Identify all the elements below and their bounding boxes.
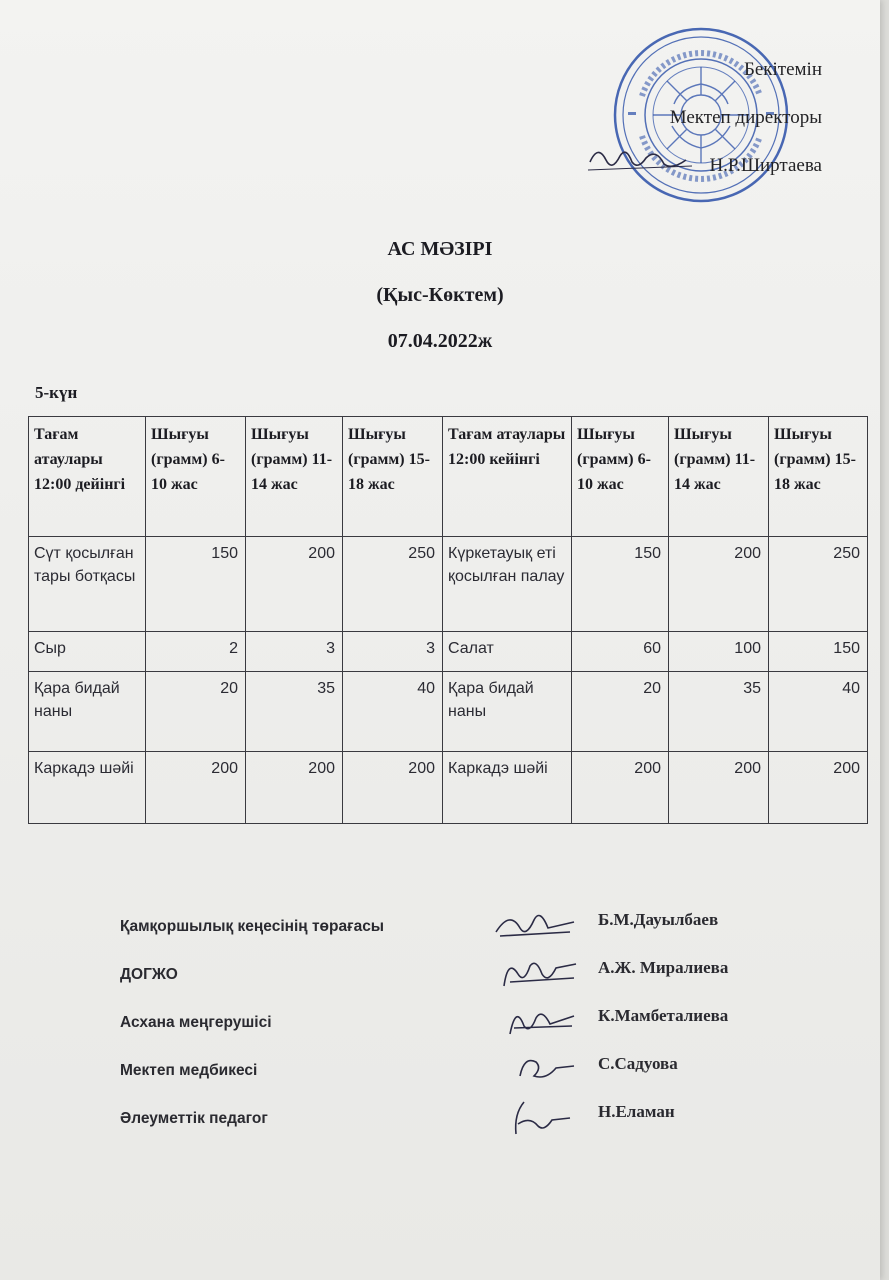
table-cell: Күркетауық еті қосылған палау xyxy=(443,537,572,632)
table-cell: 200 xyxy=(146,752,246,824)
table-cell: 2 xyxy=(146,632,246,672)
table-cell: 40 xyxy=(343,672,443,752)
signer-name: Н.Еламан xyxy=(598,1102,675,1121)
table-cell: Сүт қосылған тары ботқасы xyxy=(29,537,146,632)
table-cell: 3 xyxy=(343,632,443,672)
table-cell: 150 xyxy=(769,632,868,672)
table-cell: 3 xyxy=(246,632,343,672)
table-header-cell: Шығуы (грамм) 15-18 жас xyxy=(343,417,443,537)
table-cell: 20 xyxy=(572,672,669,752)
approval-block xyxy=(670,46,822,190)
table-cell: 150 xyxy=(146,537,246,632)
menu-season: (Қыс-Көктем) xyxy=(376,284,504,306)
signer-role: Әлеуметтік педагог xyxy=(120,1110,268,1127)
table-cell: Сыр xyxy=(29,632,146,672)
table-cell: 20 xyxy=(146,672,246,752)
table-header-cell: Шығуы (грамм) 11-14 жас xyxy=(669,417,769,537)
table-header-cell: Шығуы (грамм) 15-18 жас xyxy=(769,417,868,537)
menu-date: 07.04.2022ж xyxy=(387,330,493,352)
signer-role: ДОГЖО xyxy=(120,966,178,983)
menu-table xyxy=(28,416,868,824)
signature-icon xyxy=(490,950,580,994)
table-row xyxy=(29,632,868,672)
table-cell: 200 xyxy=(246,752,343,824)
table-cell: 60 xyxy=(572,632,669,672)
table-cell: 100 xyxy=(669,632,769,672)
signer-role: Мектеп медбикесі xyxy=(120,1062,258,1079)
table-row xyxy=(29,537,868,632)
table-cell: Каркадэ шәйі xyxy=(29,752,146,824)
table-cell: 35 xyxy=(669,672,769,752)
signature-icon xyxy=(490,902,580,946)
signer-row xyxy=(120,910,820,958)
table-cell: 200 xyxy=(769,752,868,824)
table-cell: 200 xyxy=(572,752,669,824)
signer-name: А.Ж. Миралиева xyxy=(598,958,729,977)
signer-role: Қамқоршылық кеңесінің төрағасы xyxy=(120,918,385,935)
table-cell: 250 xyxy=(343,537,443,632)
table-row xyxy=(29,672,868,752)
table-header-cell: Тағам атаулары 12:00 кейінгі xyxy=(443,417,572,537)
table-cell: 200 xyxy=(669,537,769,632)
signer-row xyxy=(120,1054,820,1102)
table-cell: Қара бидай наны xyxy=(29,672,146,752)
table-cell: 200 xyxy=(246,537,343,632)
table-cell: 200 xyxy=(343,752,443,824)
table-cell: Салат xyxy=(443,632,572,672)
menu-title: АС МӘЗІРІ xyxy=(387,238,493,260)
table-header-row xyxy=(29,417,868,537)
signers-block xyxy=(120,910,820,1150)
signature-icon xyxy=(490,1046,580,1090)
table-cell: 150 xyxy=(572,537,669,632)
table-cell: 250 xyxy=(769,537,868,632)
signature-icon xyxy=(490,998,580,1042)
day-label: 5-күн xyxy=(35,383,78,402)
table-header-cell: Шығуы (грамм) 6-10 жас xyxy=(146,417,246,537)
signer-row xyxy=(120,958,820,1006)
signature-icon xyxy=(490,1094,580,1138)
table-row xyxy=(29,752,868,824)
signer-name: Б.М.Дауылбаев xyxy=(598,910,719,929)
signer-role: Асхана меңгерушісі xyxy=(120,1014,272,1031)
signer-name: С.Садуова xyxy=(598,1054,678,1073)
table-cell: 40 xyxy=(769,672,868,752)
table-cell: 200 xyxy=(669,752,769,824)
table-header-cell: Шығуы (грамм) 6-10 жас xyxy=(572,417,669,537)
approval-line-1: Бекітемін xyxy=(743,59,822,80)
approval-line-2: Мектеп директоры xyxy=(669,107,822,128)
signer-row xyxy=(120,1006,820,1054)
table-cell: Қара бидай наны xyxy=(443,672,572,752)
signer-row xyxy=(120,1102,820,1150)
menu-title-block xyxy=(0,226,880,364)
table-cell: 35 xyxy=(246,672,343,752)
table-header-cell: Шығуы (грамм) 11-14 жас xyxy=(246,417,343,537)
table-cell: Каркадэ шәйі xyxy=(443,752,572,824)
signer-name: К.Мамбеталиева xyxy=(598,1006,729,1025)
table-header-cell: Тағам атаулары 12:00 дейінгі xyxy=(29,417,146,537)
approval-line-3: Н.Р.Ширтаева xyxy=(709,155,822,176)
